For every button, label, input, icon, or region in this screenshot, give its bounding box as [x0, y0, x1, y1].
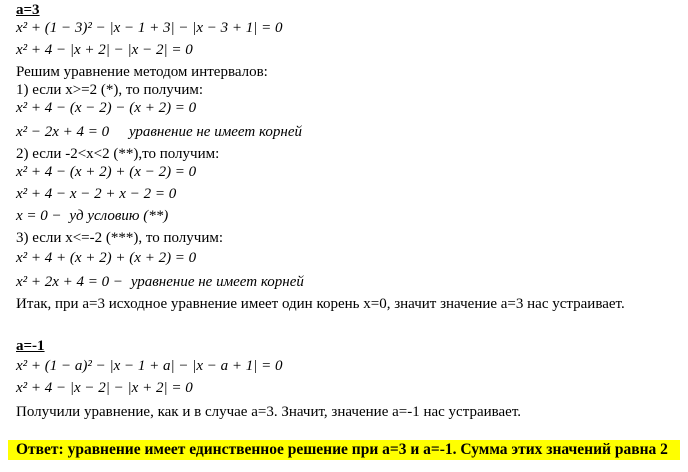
equation: x² + 4 − (x − 2) − (x + 2) = 0 [16, 100, 197, 116]
case2-intro: 2) если -2<x<2 (**),то получим: [16, 146, 220, 162]
equation: x² + 4 − x − 2 + x − 2 = 0 [16, 186, 177, 202]
case1-line2 [16, 124, 302, 141]
equation: x² − 2x + 4 = 0 [16, 124, 110, 140]
case3-intro: 3) если x<=-2 (***), то получим: [16, 230, 224, 246]
note: уравнение не имеет корней [128, 124, 303, 140]
equation: x = 0 − [16, 208, 62, 224]
method-text: Решим уравнение методом интервалов: [16, 64, 268, 80]
equation: x² + (1 − 3)² − |x − 1 + 3| − |x − 3 + 1| = 0 [16, 20, 283, 36]
case3-line2 [16, 274, 304, 291]
equation: x² + 4 − |x − 2| − |x + 2| = 0 [16, 380, 193, 396]
note: уравнение не имеет корней [130, 274, 304, 290]
section2-heading: a=-1 [16, 338, 45, 354]
equation: x² + 2x + 4 = 0 − [16, 274, 124, 290]
case1-intro: 1) если x>=2 (*), то получим: [16, 82, 204, 98]
answer-highlight: Ответ: уравнение имеет единственное решение при а=3 и а=-1. Сумма этих значений равна 2 [8, 440, 680, 460]
equation: x² + 4 + (x + 2) + (x + 2) = 0 [16, 250, 197, 266]
section1-heading: a=3 [16, 2, 40, 18]
equation: x² + 4 − (x + 2) + (x − 2) = 0 [16, 164, 197, 180]
conclusion-2: Получили уравнение, как и в случае а=3. Значит, значение а=-1 нас устраивает. [16, 404, 522, 420]
conclusion-1: Итак, при а=3 исходное уравнение имеет один корень х=0, значит значение а=3 нас устраивает. [16, 296, 625, 312]
note: уд условию (**) [69, 208, 169, 224]
case2-line3 [16, 208, 168, 225]
equation: x² + 4 − |x + 2| − |x − 2| = 0 [16, 42, 193, 58]
equation: x² + (1 − a)² − |x − 1 + a| − |x − a + 1| = 0 [16, 358, 283, 374]
